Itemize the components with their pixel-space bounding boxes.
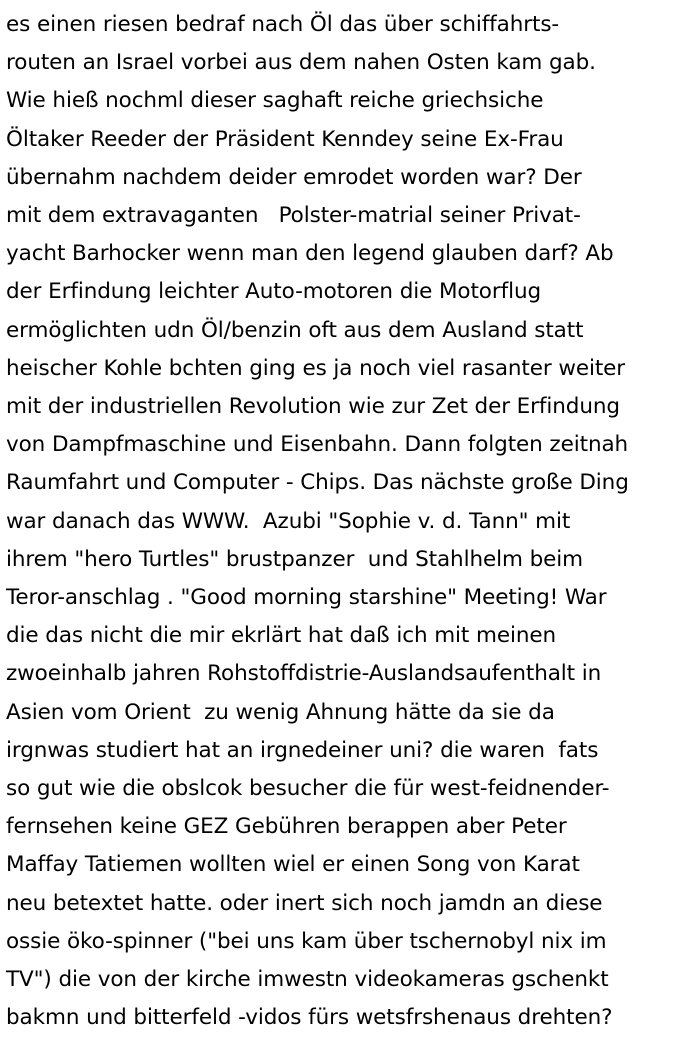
text-line: Maffay Tatiemen wollten wiel er einen Song von Karat	[6, 852, 580, 878]
text-line: neu betextet hatte. oder inert sich noch jamdn an diese	[6, 890, 603, 916]
text-line: Teror-anschlag . "Good morning starshine" Meeting! War	[6, 585, 607, 611]
text-line: irgnwas studiert hat an irgnedeiner uni? die waren fats	[6, 737, 599, 763]
text-line: TV") die von der kirche imwestn videokameras gschenkt	[6, 967, 609, 993]
text-line: routen an Israel vorbei aus dem nahen Osten kam gab.	[6, 50, 596, 76]
text-line: es einen riesen bedraf nach Öl das über schiffahrts-	[6, 12, 560, 37]
text-line: der Erfindung leichter Auto-motoren die Motorflug	[6, 279, 542, 305]
text-line: zwoeinhalb jahren Rohstoffdistrie-Auslandsaufenthalt in	[6, 661, 602, 687]
text-line: ihrem "hero Turtles" brustpanzer und Stahlhelm beim	[6, 546, 583, 572]
text-line: ermöglichten udn Öl/benzin oft aus dem Ausland statt	[6, 317, 584, 343]
text-line: so gut wie die obslcok besucher die für west-feidnender-	[6, 776, 610, 802]
text-line: mit dem extravaganten Polster-matrial seiner Privat-	[6, 203, 581, 229]
text-line: ossie öko-spinner ("bei uns kam über tschernobyl nix im	[6, 928, 607, 954]
text-line: mit der industriellen Revolution wie zur Zet der Erfindung	[6, 394, 620, 420]
text-line: bakmn und bitterfeld -vidos fürs wetsfrshenaus drehten?	[6, 1005, 613, 1031]
text-line: yacht Barhocker wenn man den legend glauben darf? Ab	[6, 241, 614, 267]
text-line: Öltaker Reeder der Präsident Kenndey seine Ex-Frau	[6, 126, 564, 152]
text-line: fernsehen keine GEZ Gebühren berappen aber Peter	[6, 814, 567, 840]
text-line: übernahm nachdem deider emrodet worden war? Der	[6, 164, 582, 190]
text-line: die das nicht die mir ekrlärt hat daß ich mit meinen	[6, 623, 557, 649]
text-line: Raumfahrt und Computer - Chips. Das nächste große Ding	[6, 470, 629, 496]
text-line: Wie hieß nochml dieser saghaft reiche griechsiche	[6, 88, 544, 114]
text-line: heischer Kohle bchten ging es ja noch viel rasanter weiter	[6, 355, 626, 381]
text-line: von Dampfmaschine und Eisenbahn. Dann folgten zeitnah	[6, 432, 629, 458]
text-line: Asien vom Orient zu wenig Ahnung hätte da sie da	[6, 699, 555, 725]
text-line: war danach das WWW. Azubi "Sophie v. d. Tann" mit	[6, 508, 571, 534]
